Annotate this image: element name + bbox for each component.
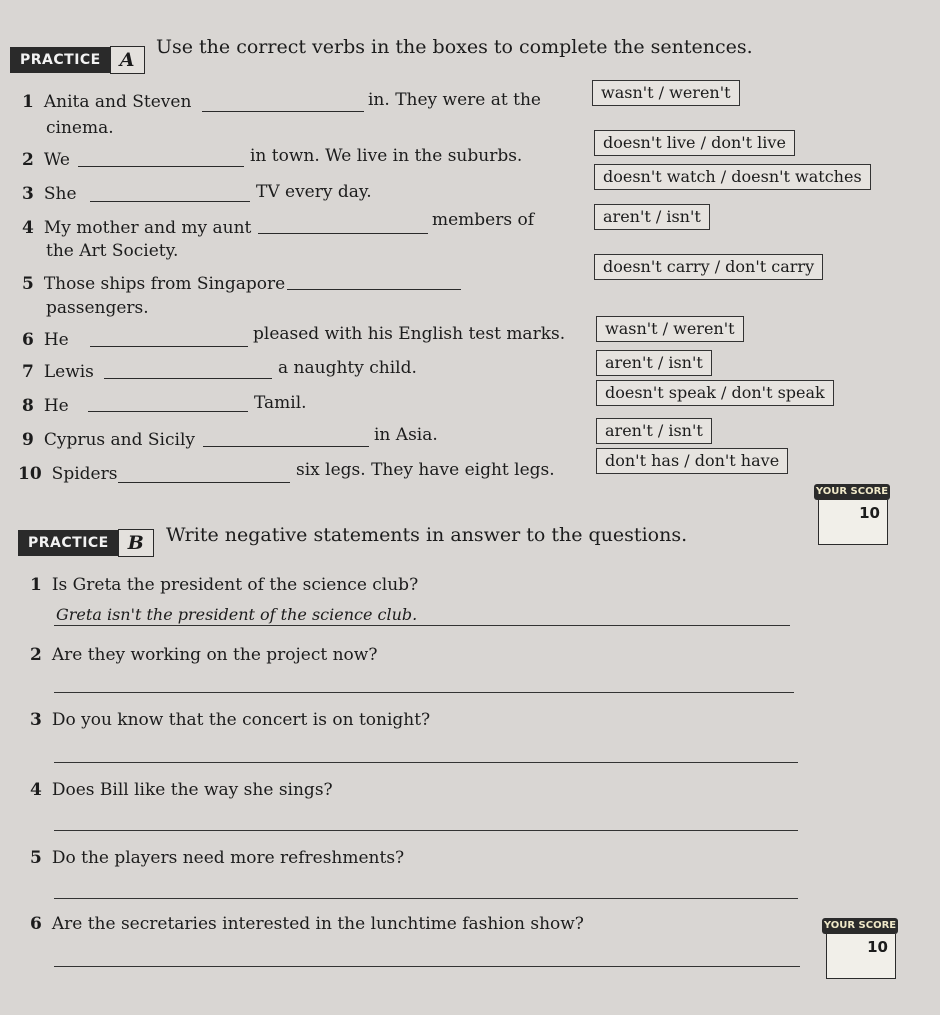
question-4-cont: the Art Society. — [46, 241, 179, 261]
verb-box-5: doesn't carry / don't carry — [594, 254, 823, 280]
verb-box-7: aren't / isn't — [596, 350, 712, 376]
verb-box-2: doesn't live / don't live — [594, 130, 795, 156]
blank-4[interactable] — [258, 233, 428, 234]
question-8: 8 He — [22, 396, 69, 416]
question-b5: 5 Do the players need more refreshments? — [30, 848, 405, 868]
verb-box-3: doesn't watch / doesn't watches — [594, 164, 871, 190]
answer-line-b5[interactable] — [54, 898, 798, 899]
question-7-post: a naughty child. — [278, 358, 417, 378]
blank-10[interactable] — [118, 482, 290, 483]
question-1-post: in. They were at the — [368, 90, 541, 110]
answer-line-b6[interactable] — [54, 966, 800, 967]
question-6-post: pleased with his English test marks. — [253, 324, 566, 344]
question-1-cont: cinema. — [46, 118, 114, 138]
score-box-a — [814, 474, 890, 546]
answer-b1: Greta isn't the president of the science club. — [56, 605, 418, 624]
question-b3: 3 Do you know that the concert is on tonight? — [30, 710, 431, 730]
question-5: 5 Those ships from Singapore — [22, 274, 286, 294]
blank-1[interactable] — [202, 111, 364, 112]
section-letter: B — [118, 529, 154, 557]
answer-line-b1[interactable] — [54, 625, 790, 626]
question-b4: 4 Does Bill like the way she sings? — [30, 780, 333, 800]
instruction-a: Use the correct verbs in the boxes to complete the sentences. — [156, 36, 753, 58]
practice-label: PRACTICE — [10, 47, 111, 73]
question-3-post: TV every day. — [256, 182, 372, 202]
question-2-post: in town. We live in the suburbs. — [250, 146, 523, 166]
verb-box-9: aren't / isn't — [596, 418, 712, 444]
blank-6[interactable] — [90, 346, 248, 347]
score-label: YOUR SCORE — [814, 484, 890, 500]
section-letter: A — [110, 46, 145, 74]
score-label: YOUR SCORE — [822, 918, 898, 934]
practice-b-badge — [18, 528, 154, 558]
question-8-post: Tamil. — [254, 393, 307, 413]
blank-7[interactable] — [104, 378, 272, 379]
verb-box-10: don't has / don't have — [596, 448, 788, 474]
blank-2[interactable] — [78, 166, 244, 167]
question-10-post: six legs. They have eight legs. — [296, 460, 555, 480]
verb-box-8: doesn't speak / don't speak — [596, 380, 834, 406]
question-9: 9 Cyprus and Sicily — [22, 430, 195, 450]
question-10: 10 Spiders — [18, 464, 118, 484]
question-2: 2 We — [22, 150, 70, 170]
question-7: 7 Lewis — [22, 362, 94, 382]
question-5-cont: passengers. — [46, 298, 149, 318]
verb-box-6: wasn't / weren't — [596, 316, 744, 342]
question-b6: 6 Are the secretaries interested in the lunchtime fashion show? — [30, 914, 584, 934]
answer-line-b2[interactable] — [54, 692, 794, 693]
blank-9[interactable] — [203, 446, 369, 447]
question-1: 1 Anita and Steven — [22, 92, 192, 112]
question-4-post: members of — [432, 210, 535, 230]
practice-a-badge — [10, 45, 145, 75]
score-total: 10 — [867, 938, 888, 956]
score-box-b — [822, 908, 898, 980]
instruction-b: Write negative statements in answer to the questions. — [166, 524, 688, 546]
blank-8[interactable] — [88, 411, 248, 412]
question-9-post: in Asia. — [374, 425, 438, 445]
blank-3[interactable] — [90, 201, 250, 202]
question-6: 6 He — [22, 330, 69, 350]
question-3: 3 She — [22, 184, 77, 204]
answer-line-b4[interactable] — [54, 830, 798, 831]
practice-label: PRACTICE — [18, 530, 119, 556]
answer-line-b3[interactable] — [54, 762, 798, 763]
verb-box-4: aren't / isn't — [594, 204, 710, 230]
question-b2: 2 Are they working on the project now? — [30, 645, 378, 665]
question-4: 4 My mother and my aunt — [22, 218, 252, 238]
verb-box-1: wasn't / weren't — [592, 80, 740, 106]
score-total: 10 — [859, 504, 880, 522]
question-b1: 1 Is Greta the president of the science club? — [30, 575, 419, 595]
blank-5[interactable] — [287, 289, 461, 290]
